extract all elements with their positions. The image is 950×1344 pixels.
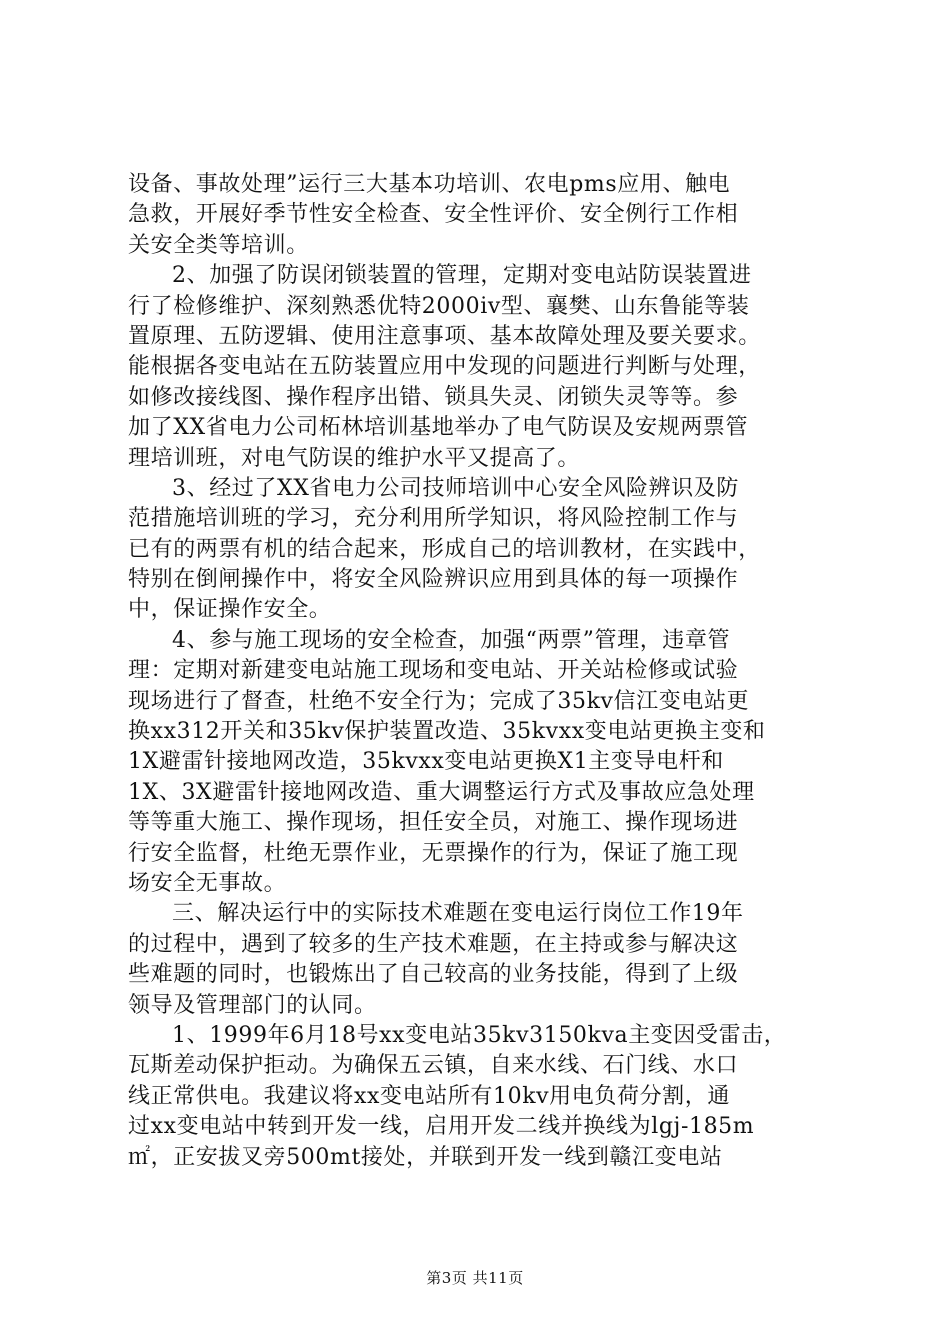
text-line: 场安全无事故。 xyxy=(128,870,287,896)
text-line: 如修改接线图、操作程序出错、锁具失灵、闭锁失灵等等。参 xyxy=(128,384,739,410)
text-line: 线正常供电。我建议将xx变电站所有10kv用电负荷分割，通 xyxy=(128,1083,730,1109)
text-line: 过xx变电站中转到开发一线，启用开发二线并换线为lgj-185m xyxy=(128,1114,755,1140)
text-line: 理：定期对新建变电站施工现场和变电站、开关站检修或试验 xyxy=(128,658,739,684)
text-line: 理培训班，对电气防误的维护水平又提高了。 xyxy=(128,445,581,471)
text-line: 瓦斯差动保护拒动。为确保五云镇，自来水线、石门线、水口 xyxy=(128,1053,739,1079)
text-line: 加了XX省电力公司柘林培训基地举办了电气防误及安规两票管 xyxy=(128,415,749,441)
page-footer: 第3页 共11页 xyxy=(426,1269,524,1287)
text-line: 关安全类等培训。 xyxy=(128,232,309,258)
text-line: 1、1999年6月18号xx变电站35kv3150kva主变因受雷击， xyxy=(172,1022,787,1048)
text-line: 范措施培训班的学习，充分利用所学知识，将风险控制工作与 xyxy=(128,506,739,532)
text-line: 些难题的同时，也锻炼出了自己较高的业务技能，得到了上级 xyxy=(128,962,739,988)
document-body xyxy=(128,170,840,1173)
text-line: 2、加强了防误闭锁装置的管理，定期对变电站防误装置进 xyxy=(172,263,752,289)
text-line: 设备、事故处理”运行三大基本功培训、农电pms应用、触电 xyxy=(128,172,731,197)
text-line: 三、解决运行中的实际技术难题在变电运行岗位工作19年 xyxy=(172,901,744,927)
text-line: 已有的两票有机的结合起来，形成自己的培训教材，在实践中， xyxy=(128,536,761,562)
text-line: 1X、3X避雷针接地网改造、重大调整运行方式及事故应急处理 xyxy=(128,779,755,805)
text-line: 置原理、五防逻辑、使用注意事项、基本故障处理及要关要求。 xyxy=(128,323,761,349)
text-line: ㎡，正安拔叉旁500mt接处，并联到开发一线到赣江变电站 xyxy=(128,1144,723,1170)
text-line: 行安全监督，杜绝无票作业，无票操作的行为，保证了施工现 xyxy=(128,840,739,866)
text-line: 3、经过了XX省电力公司技师培训中心安全风险辨识及防 xyxy=(172,475,739,501)
text-line: 4、参与施工现场的安全检查，加强“两票”管理，违章管 xyxy=(172,627,731,653)
text-line: 中，保证操作安全。 xyxy=(128,597,332,623)
text-line: 1X避雷针接地网改造，35kvxx变电站更换X1主变导电杆和 xyxy=(128,749,724,775)
text-line: 急救，开展好季节性安全检查、安全性评价、安全例行工作相 xyxy=(128,202,739,228)
text-line: 等等重大施工、操作现场，担任安全员，对施工、操作现场进 xyxy=(128,810,739,836)
text-line: 能根据各变电站在五防装置应用中发现的问题进行判断与处理， xyxy=(128,354,761,380)
text-line: 的过程中，遇到了较多的生产技术难题，在主持或参与解决这 xyxy=(128,931,739,957)
text-line: 领导及管理部门的认同。 xyxy=(128,992,377,1018)
text-line: 现场进行了督查，杜绝不安全行为；完成了35kv信江变电站更 xyxy=(128,688,750,714)
text-line: 行了检修维护、深刻熟悉优特2000iv型、襄樊、山东鲁能等装 xyxy=(128,293,750,319)
text-line: 特别在倒闸操作中，将安全风险辨识应用到具体的每一项操作 xyxy=(128,567,739,593)
text-line: 换xx312开关和35kv保护装置改造、35kvxx变电站更换主变和 xyxy=(128,719,766,745)
